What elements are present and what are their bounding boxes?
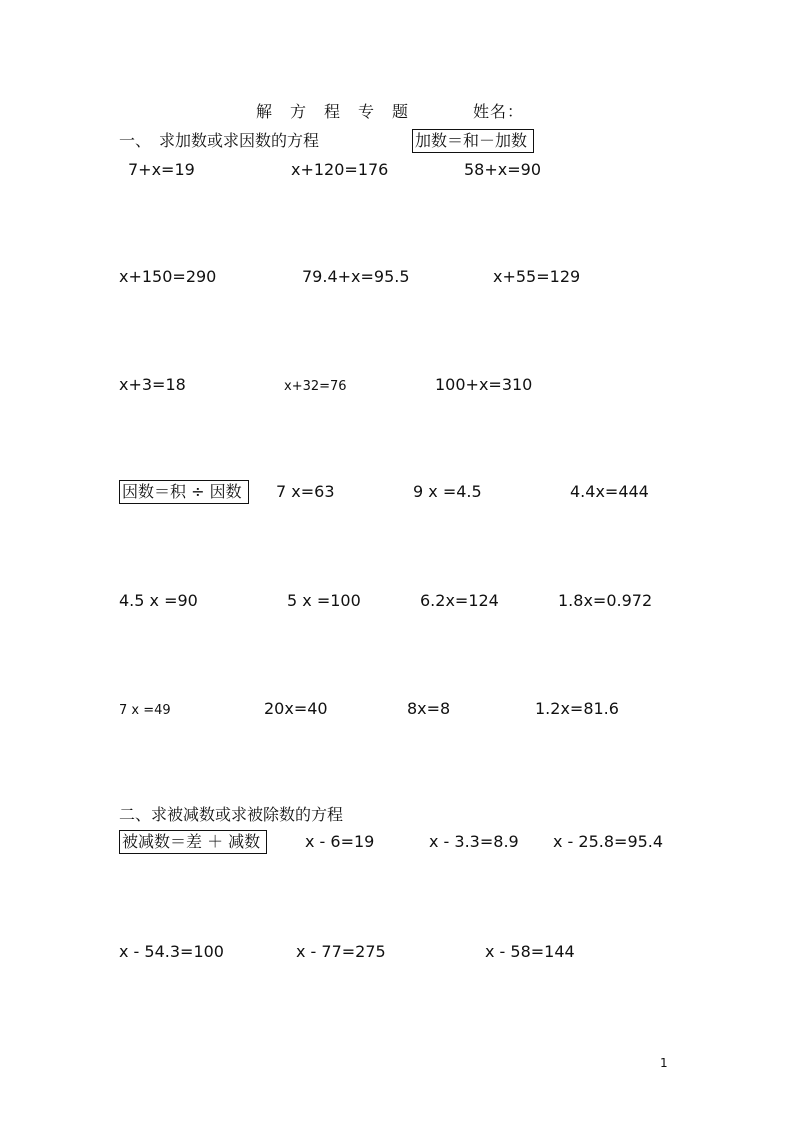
equation: 100+x=310 [435,375,533,394]
equation: x+120=176 [291,160,389,179]
equation: 8x=8 [407,699,451,718]
rule-minuend-box: 被减数＝差 ＋ 减数 [119,830,267,854]
page-number: 1 [660,1056,668,1070]
equation: x - 77=275 [296,942,386,961]
equation: 7 x =49 [119,703,171,718]
equation: x+150=290 [119,267,217,286]
rule-factor-box: 因数＝积 ÷ 因数 [119,480,249,504]
equation: 4.5 x =90 [119,591,198,610]
equation: 1.2x=81.6 [535,699,619,718]
equation: 58+x=90 [464,160,541,179]
equation: x - 6=19 [305,832,375,851]
equation: 79.4+x=95.5 [302,267,410,286]
equation: x+55=129 [493,267,581,286]
equation: 20x=40 [264,699,328,718]
equation: 4.4x=444 [570,482,649,501]
equation: x - 3.3=8.9 [429,832,519,851]
rule-addend-box: 加数＝和－加数 [412,129,534,153]
equation: 6.2x=124 [420,591,499,610]
equation: 7 x=63 [276,482,335,501]
equation: x+3=18 [119,375,186,394]
equation: x+32=76 [284,379,347,394]
page-title: 解 方 程 专 题 [256,102,410,121]
equation: x - 25.8=95.4 [553,832,664,851]
equation: x - 54.3=100 [119,942,224,961]
section-2-heading: 二、求被减数或求被除数的方程 [119,805,344,824]
section-1-heading: 一、 求加数或求因数的方程 [119,131,320,150]
equation: 7+x=19 [128,160,195,179]
name-label: 姓名： [473,102,525,121]
equation: x - 58=144 [485,942,575,961]
equation: 9 x =4.5 [413,482,482,501]
equation: 5 x =100 [287,591,361,610]
equation: 1.8x=0.972 [558,591,653,610]
